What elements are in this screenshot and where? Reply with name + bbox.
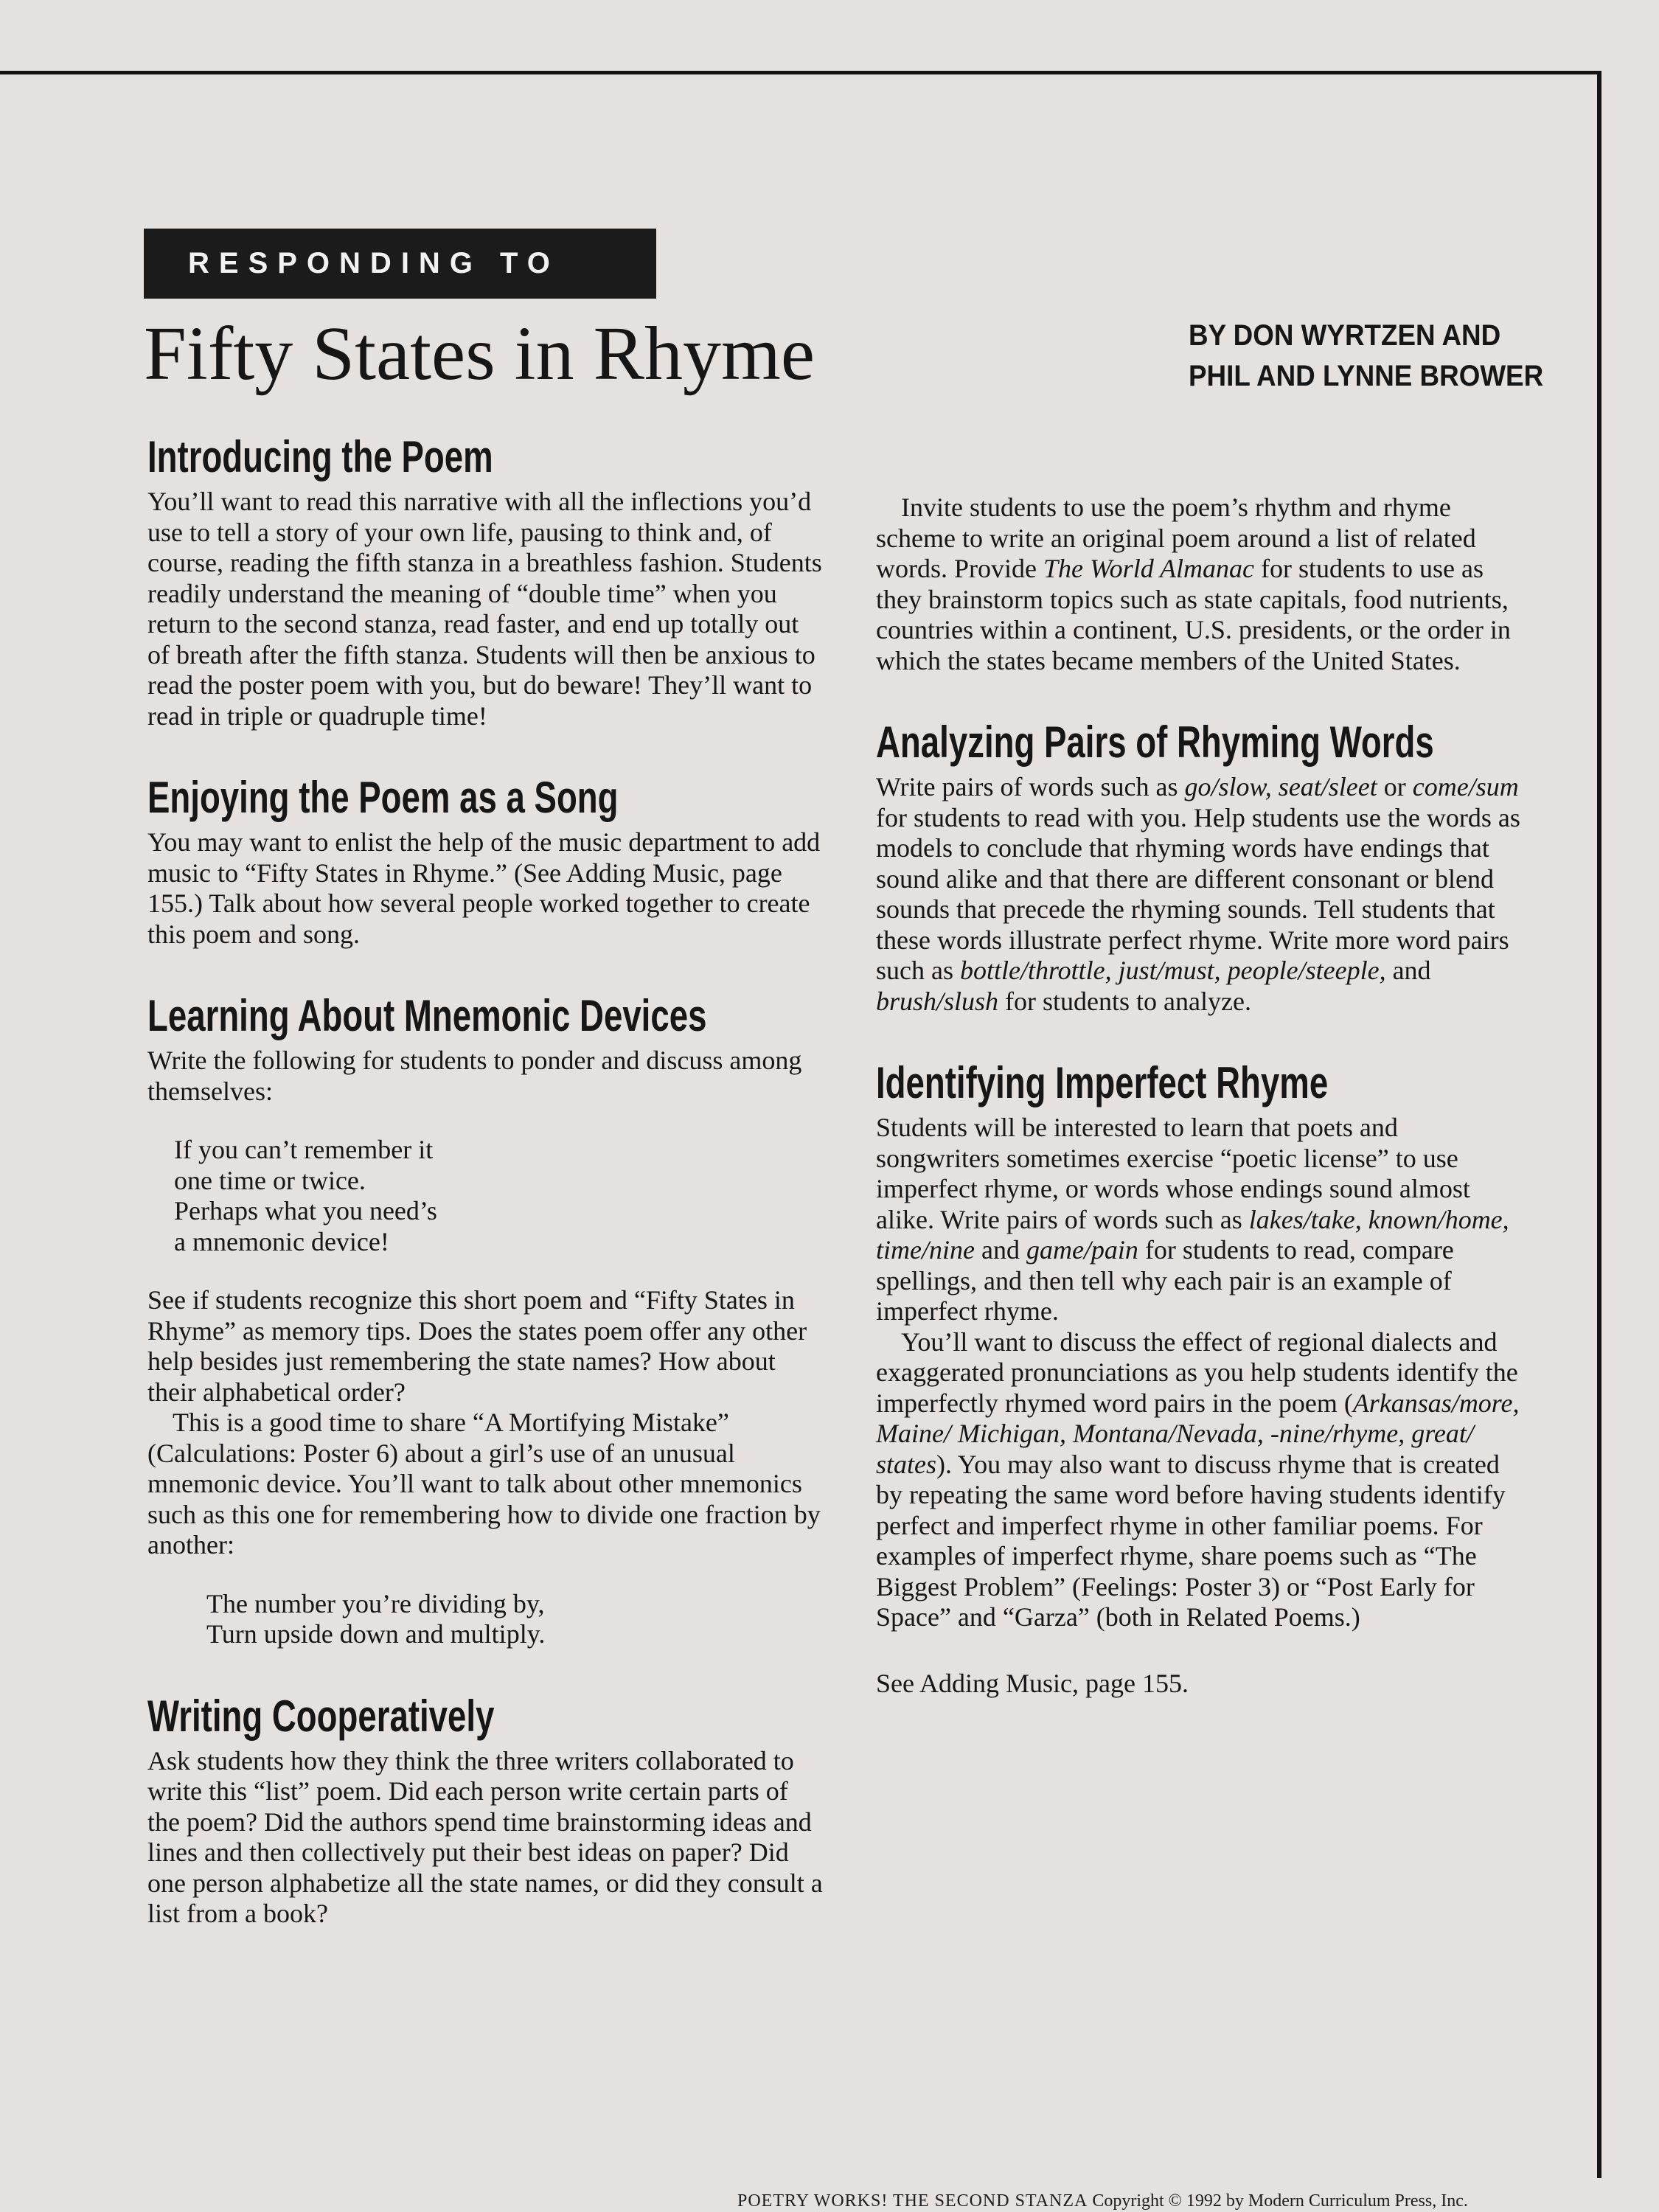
section-cooperative — [147, 1687, 826, 1930]
intro-paragraph: Invite students to use the poem’s rhythm and rhyme scheme to write an original poem around a list of related words. Provide The World Almanac for students to use as they brainstorm topics such as state capitals, food nutrients, countries within a continent, U.S. presidents, or the order in which the states became members of the United States. — [876, 493, 1511, 675]
section-heading: Learning About Mnemonic Devices — [147, 991, 707, 1040]
verse-line: The number you’re dividing by, — [206, 1588, 545, 1618]
fraction-verse — [206, 1589, 826, 1650]
section-body: You may want to enlist the help of the music department to add music to “Fifty States in Rhyme.” (See Adding Music, page 155.) Talk about how several people worked together to create this poem and song. — [147, 827, 821, 949]
section-body: Write pairs of words such as go/slow, seat/sleet or come/sum for students to read with you. Help students use the words as models to conclude that rhyming words have endings that sound alike and that there are different consonant or blend sounds that precede the rhyming sounds. Tell students that these words illustrate perfect rhyme. Write more word pairs such as bottle/throttle, just/must, people/steeple, and brush/slush for students to analyze. — [876, 772, 1520, 1016]
verse-line: Turn upside down and multiply. — [206, 1619, 546, 1649]
section-body: You’ll want to discuss the effect of regional dialects and exaggerated pronunciations as you help students identify the imperfectly rhymed word pairs in the poem (Arkansas/more, Maine/ Michigan, Montana/Nevada, -nine/rhyme, great/ states). You may also want to discuss rhyme that is created by repeating the same word before having students identify perfect and imperfect rhyme in other familiar poems. For examples of imperfect rhyme, share poems such as “The Biggest Problem” (Feelings: Poster 3) or “Post Early for Space” and “Garza” (both in Related Poems.) — [876, 1326, 1520, 1632]
page-footer — [737, 2190, 1468, 2212]
byline — [1189, 316, 1543, 397]
section-body: Students will be interested to learn that poets and songwriters sometimes exercise “poetic license” to use imperfect rhyme, or words whose endings sound almost alike. Write pairs of words such as lakes/take, known/home, time/nine and game/pain for students to read, compare spellings, and then tell why each pair is an example of imperfect rhyme. — [876, 1113, 1509, 1326]
section-body: You’ll want to read this narrative with all the inflections you’d use to tell a story of your own life, pausing to think and, of course, reading the fifth stanza in a breathless fashion. Students readily understand the meaning of “double time” when you return to the second stanza, read faster, and end up totally out of breath after the fifth stanza. Students will then be anxious to read the poster poem with you, but do beware! They’ll want to read in triple or quadruple time! — [147, 487, 822, 731]
section-body: This is a good time to share “A Mortifying Mistake” (Calculations: Poster 6) about a girl’s use of an unusual mnemonic device. You’ll want to talk about other mnemonics such as this one for remembering how to divide one fraction by another: — [147, 1408, 821, 1559]
byline-line-1: BY DON WYRTZEN AND — [1189, 319, 1501, 352]
section-tag: RESPONDING TO — [144, 229, 656, 299]
section-heading: Writing Cooperatively — [147, 1691, 495, 1741]
almanac-title: The World Almanac — [1043, 554, 1255, 583]
section-heading: Identifying Imperfect Rhyme — [876, 1058, 1329, 1107]
right-column — [876, 493, 1525, 1736]
left-column — [147, 428, 826, 1966]
section-heading: Introducing the Poem — [147, 432, 493, 481]
byline-line-2: PHIL AND LYNNE BROWER — [1189, 360, 1544, 392]
section-body: See if students recognize this short poem and “Fifty States in Rhyme” as memory tips. Does the states poem offer any other help besides just remembering the state names? How about their alphabetical order? — [147, 1285, 807, 1407]
section-mnemonic — [147, 987, 826, 1650]
mnemonic-verse — [174, 1135, 826, 1257]
section-song — [147, 768, 826, 950]
verse-line: If you can’t remember it — [174, 1135, 434, 1164]
section-introducing — [147, 428, 826, 731]
page-title: Fifty States in Rhyme — [144, 311, 815, 396]
book-title: POETRY WORKS! THE SECOND STANZA — [737, 2191, 1088, 2211]
section-heading: Enjoying the Poem as a Song — [147, 773, 619, 822]
section-body: Write the following for students to ponder and discuss among themselves: — [147, 1046, 802, 1106]
section-body: Ask students how they think the three writers collaborated to write this “list” poem. Did each person write certain parts of the poem? Did the authors spend time brainstorming ideas and lines and then collectively put their best ideas on paper? Did one person alphabetize all the state names, or did they consult a list from a book? — [147, 1745, 823, 1928]
verse-line: a mnemonic device! — [174, 1226, 389, 1256]
copyright: Copyright © 1992 by Modern Curriculum Press, Inc. — [1092, 2191, 1468, 2211]
section-imperfect-rhyme — [876, 1054, 1525, 1699]
adding-music-note: See Adding Music, page 155. — [876, 1668, 1189, 1698]
section-heading: Analyzing Pairs of Rhyming Words — [876, 717, 1434, 767]
section-rhyming-pairs — [876, 713, 1525, 1017]
verse-line: Perhaps what you need’s — [174, 1196, 437, 1225]
verse-line: one time or twice. — [174, 1165, 366, 1195]
